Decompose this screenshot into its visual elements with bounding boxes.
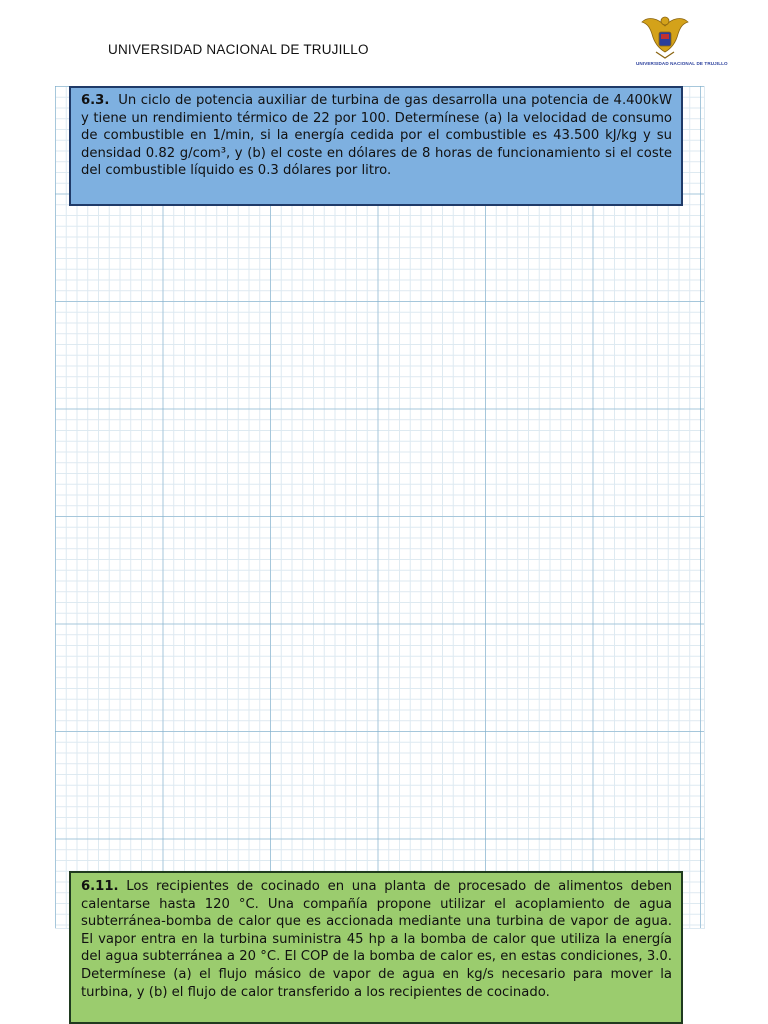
problem-statement: Los recipientes de cocinado en una planta de procesado de alimentos deben calentarse hasta 120 °C. Una compañía propone utilizar el acoplamiento de agua subterránea-bomba de calor que es accionada mediante una turbina de vapor de agua. El vapor entra en la turbina suministra 45 hp a la bomba de calor que utiliza la energía del agua subterránea a 20 °C. El COP de la bomba de calor es, en estas condiciones, 3.0. Determínese (a) el flujo másico de vapor de agua en kg/s necesario para mover la turbina, y (b) el flujo de calor transferido a los recipientes de cocinado. [81, 879, 672, 1000]
problem-statement: Un ciclo de potencia auxiliar de turbina de gas desarrolla una potencia de 4.400kW y tiene un rendimiento térmico de 22 por 100. Determínese (a) la velocidad de consumo de combustible en 1/min, si la energía cedida por el combustible es 43.500 kJ/kg y su densidad 0.82 g/com³, y (b) el coste en dólares de 8 horas de funcionamiento si el coste del combustible líquido es 0.3 dólares por litro. [81, 93, 672, 179]
university-logo [636, 12, 726, 72]
problem-6-3-box [69, 86, 683, 206]
logo-caption: UNIVERSIDAD NACIONAL DE TRUJILLO [636, 61, 728, 66]
eagle-crest-icon [640, 12, 690, 60]
problem-6-11-box [69, 871, 683, 1024]
problem-number: 6.3. [81, 93, 110, 108]
problem-number: 6.11. [81, 879, 119, 894]
graph-paper-grid [55, 86, 705, 929]
page-header-title: UNIVERSIDAD NACIONAL DE TRUJILLO [108, 42, 369, 57]
